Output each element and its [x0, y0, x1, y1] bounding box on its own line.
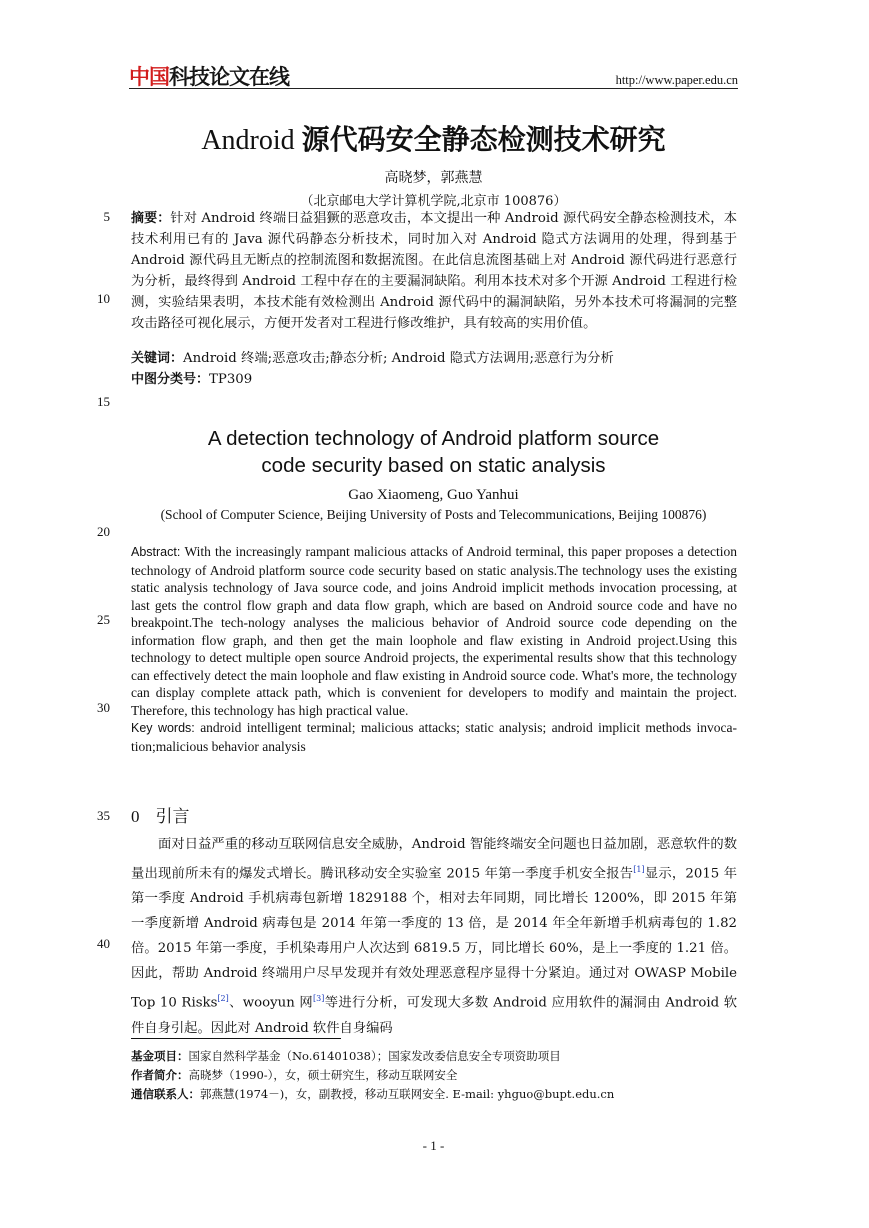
keywords-en-text: android intelligent terminal; malicious attacks; static analysis; android implicit methods invoca-tion;malicious behavior analysis: [131, 720, 737, 754]
section-heading: [131, 802, 190, 827]
authors-en: Gao Xiaomeng, Guo Yanhui: [348, 487, 519, 503]
line-number: 15: [97, 394, 110, 409]
section-title: 引言: [155, 807, 190, 827]
logo-part-black: 科技论文在线: [169, 65, 289, 89]
author-text: 高晓梦（1990-），女，硕士研究生，移动互联网安全: [188, 1068, 458, 1082]
classification-cn: [131, 369, 737, 390]
body-text-1: 面对日益严重的移动互联网信息安全威胁，Android 智能终端安全问题也日益加剧，恶意软件的数量出现前所未有的爆发式增长。腾讯移动安全实验室 2015 年第一季度手机安全报告: [131, 837, 737, 882]
abstract-en-label: Abstract:: [131, 545, 185, 559]
body-text-2: 显示，2015 年第一季度 Android 手机病毒包新增 1829188 个，相对去年同期，同比增长 1200%，即 2015 年第一季度新增 Android 病毒包是 2014 年第一季度的 13 倍，是 2014 年全年新增手机病毒包的 1.82 倍。2015 年第一季度，手机染毒用户人次达到 6819.5 万，同比增长 60%，是上一季度的 1.21 倍。因此，帮助 Android 终端用户尽早发现并有效处理恶意程序显得十分紧迫。通过对 OWASP Mobile Top 10 Risks: [131, 866, 737, 1011]
body-text-3: 、wooyun 网: [228, 995, 314, 1011]
contact-text: 郭燕慧(1974－)，女，副教授，移动互联网安全. E-mail: yhguo@bupt.edu.cn: [200, 1087, 615, 1101]
keywords-cn-label: 关键词：: [131, 351, 184, 366]
intro-paragraph: [131, 832, 737, 1041]
abstract-cn-label: 摘要：: [131, 211, 171, 226]
affiliation-en: (School of Computer Science, Beijing University of Posts and Telecommunications, Beijing 100876): [160, 507, 707, 522]
footnote-divider: [131, 1038, 341, 1039]
classification-cn-label: 中图分类号：: [131, 372, 210, 387]
keywords-cn-text: Android 终端;恶意攻击;静态分析; Android 隐式方法调用;恶意行为分析: [183, 351, 614, 366]
line-number: 25: [97, 612, 110, 627]
header-url[interactable]: http://www.paper.edu.cn: [615, 73, 738, 87]
abstract-cn-text: 针对 Android 终端日益猖獗的恶意攻击，本文提出一种 Android 源代码安全静态检测技术，本技术利用已有的 Java 源代码静态分析技术，同时加入对 Android 隐式方法调用的处理，得到基于 Android 源代码且无断点的控制流图和数据流图。在此信息流图基础上对 Android 源代码进行恶意行为分析，最终得到 Android 工程中存在的主要漏洞缺陷。利用本技术对多个开源 Android 工程进行检测，实验结果表明，本技术能有效检测出 Android 源代码中的漏洞缺陷，另外本技术可将漏洞的完整攻击路径可视化展示，方便开发者对工程进行修改维护，具有较高的实用价值。: [131, 211, 737, 331]
abstract-cn: [131, 208, 737, 334]
keywords-en: [131, 719, 737, 755]
logo-part-red: 中国: [129, 65, 169, 89]
footnote-contact: [131, 1085, 737, 1104]
keywords-en-label: Key words:: [131, 721, 201, 735]
paper-title-en: A detection technology of Android platform source code security based on static analysis: [207, 427, 660, 477]
citation-3[interactable]: [3]: [313, 994, 325, 1004]
footnote-author: [131, 1066, 737, 1085]
footnote-fund: [131, 1047, 737, 1066]
authors-cn: 高晓梦，郭燕慧: [384, 170, 483, 186]
footnotes: [131, 1047, 737, 1104]
header-divider: [129, 88, 738, 89]
fund-label: 基金项目：: [131, 1049, 189, 1063]
fund-text: 国家自然科学基金（No.61401038）；国家发改委信息安全专项资助项目: [188, 1049, 561, 1063]
contact-label: 通信联系人：: [131, 1087, 200, 1101]
page-number: - 1 -: [422, 1138, 445, 1153]
line-number: 5: [103, 209, 110, 224]
keywords-cn: [131, 348, 737, 369]
line-number: 20: [97, 524, 110, 539]
body-text-4: 等进行分析，可发现大多数 Android 应用软件的漏洞由 Android 软件自身引起。因此对 Android 软件自身编码: [131, 995, 737, 1036]
classification-cn-text: TP309: [209, 372, 253, 387]
title-cn-latin: Android: [201, 125, 302, 156]
section-number: 0: [131, 807, 140, 826]
journal-logo: [129, 61, 289, 91]
line-number: 35: [97, 808, 110, 823]
citation-2[interactable]: [2]: [217, 994, 229, 1004]
author-label: 作者简介：: [131, 1068, 189, 1082]
citation-1[interactable]: [1]: [633, 865, 645, 874]
line-number: 10: [97, 291, 110, 306]
line-number: 40: [97, 936, 110, 951]
abstract-en-text: With the increasingly rampant malicious attacks of Android terminal, this paper proposes a detection technology of Android platform source code security based on static analysis.The technology uses the existing static analysis technology of Java source code, and joins Android implicit methods invocation processing, at last gets the control flow graph and data flow graph, which are based on Android source code and have no breakpoint.The tech-nology analyses the malicious behavior of Android source code depending on the information flow graph, and then get the main loophole and flaw existing in Android project.Using this technology to detect multiple open source Android projects, the experimental results show that this technology can effectively detect the main loophole and flaw existing in Android source code. What's more, the technology can display complete attack path, which is convenient for developers to modify and maintain the project. Therefore, this technology has high practical value.: [131, 544, 737, 718]
paper-title-cn: [129, 118, 738, 158]
line-number: 30: [97, 700, 110, 715]
affiliation-cn: （北京邮电大学计算机学院,北京市 100876）: [300, 194, 567, 209]
title-cn-han: 源代码安全静态检测技术研究: [301, 123, 666, 156]
abstract-en: [131, 543, 737, 755]
